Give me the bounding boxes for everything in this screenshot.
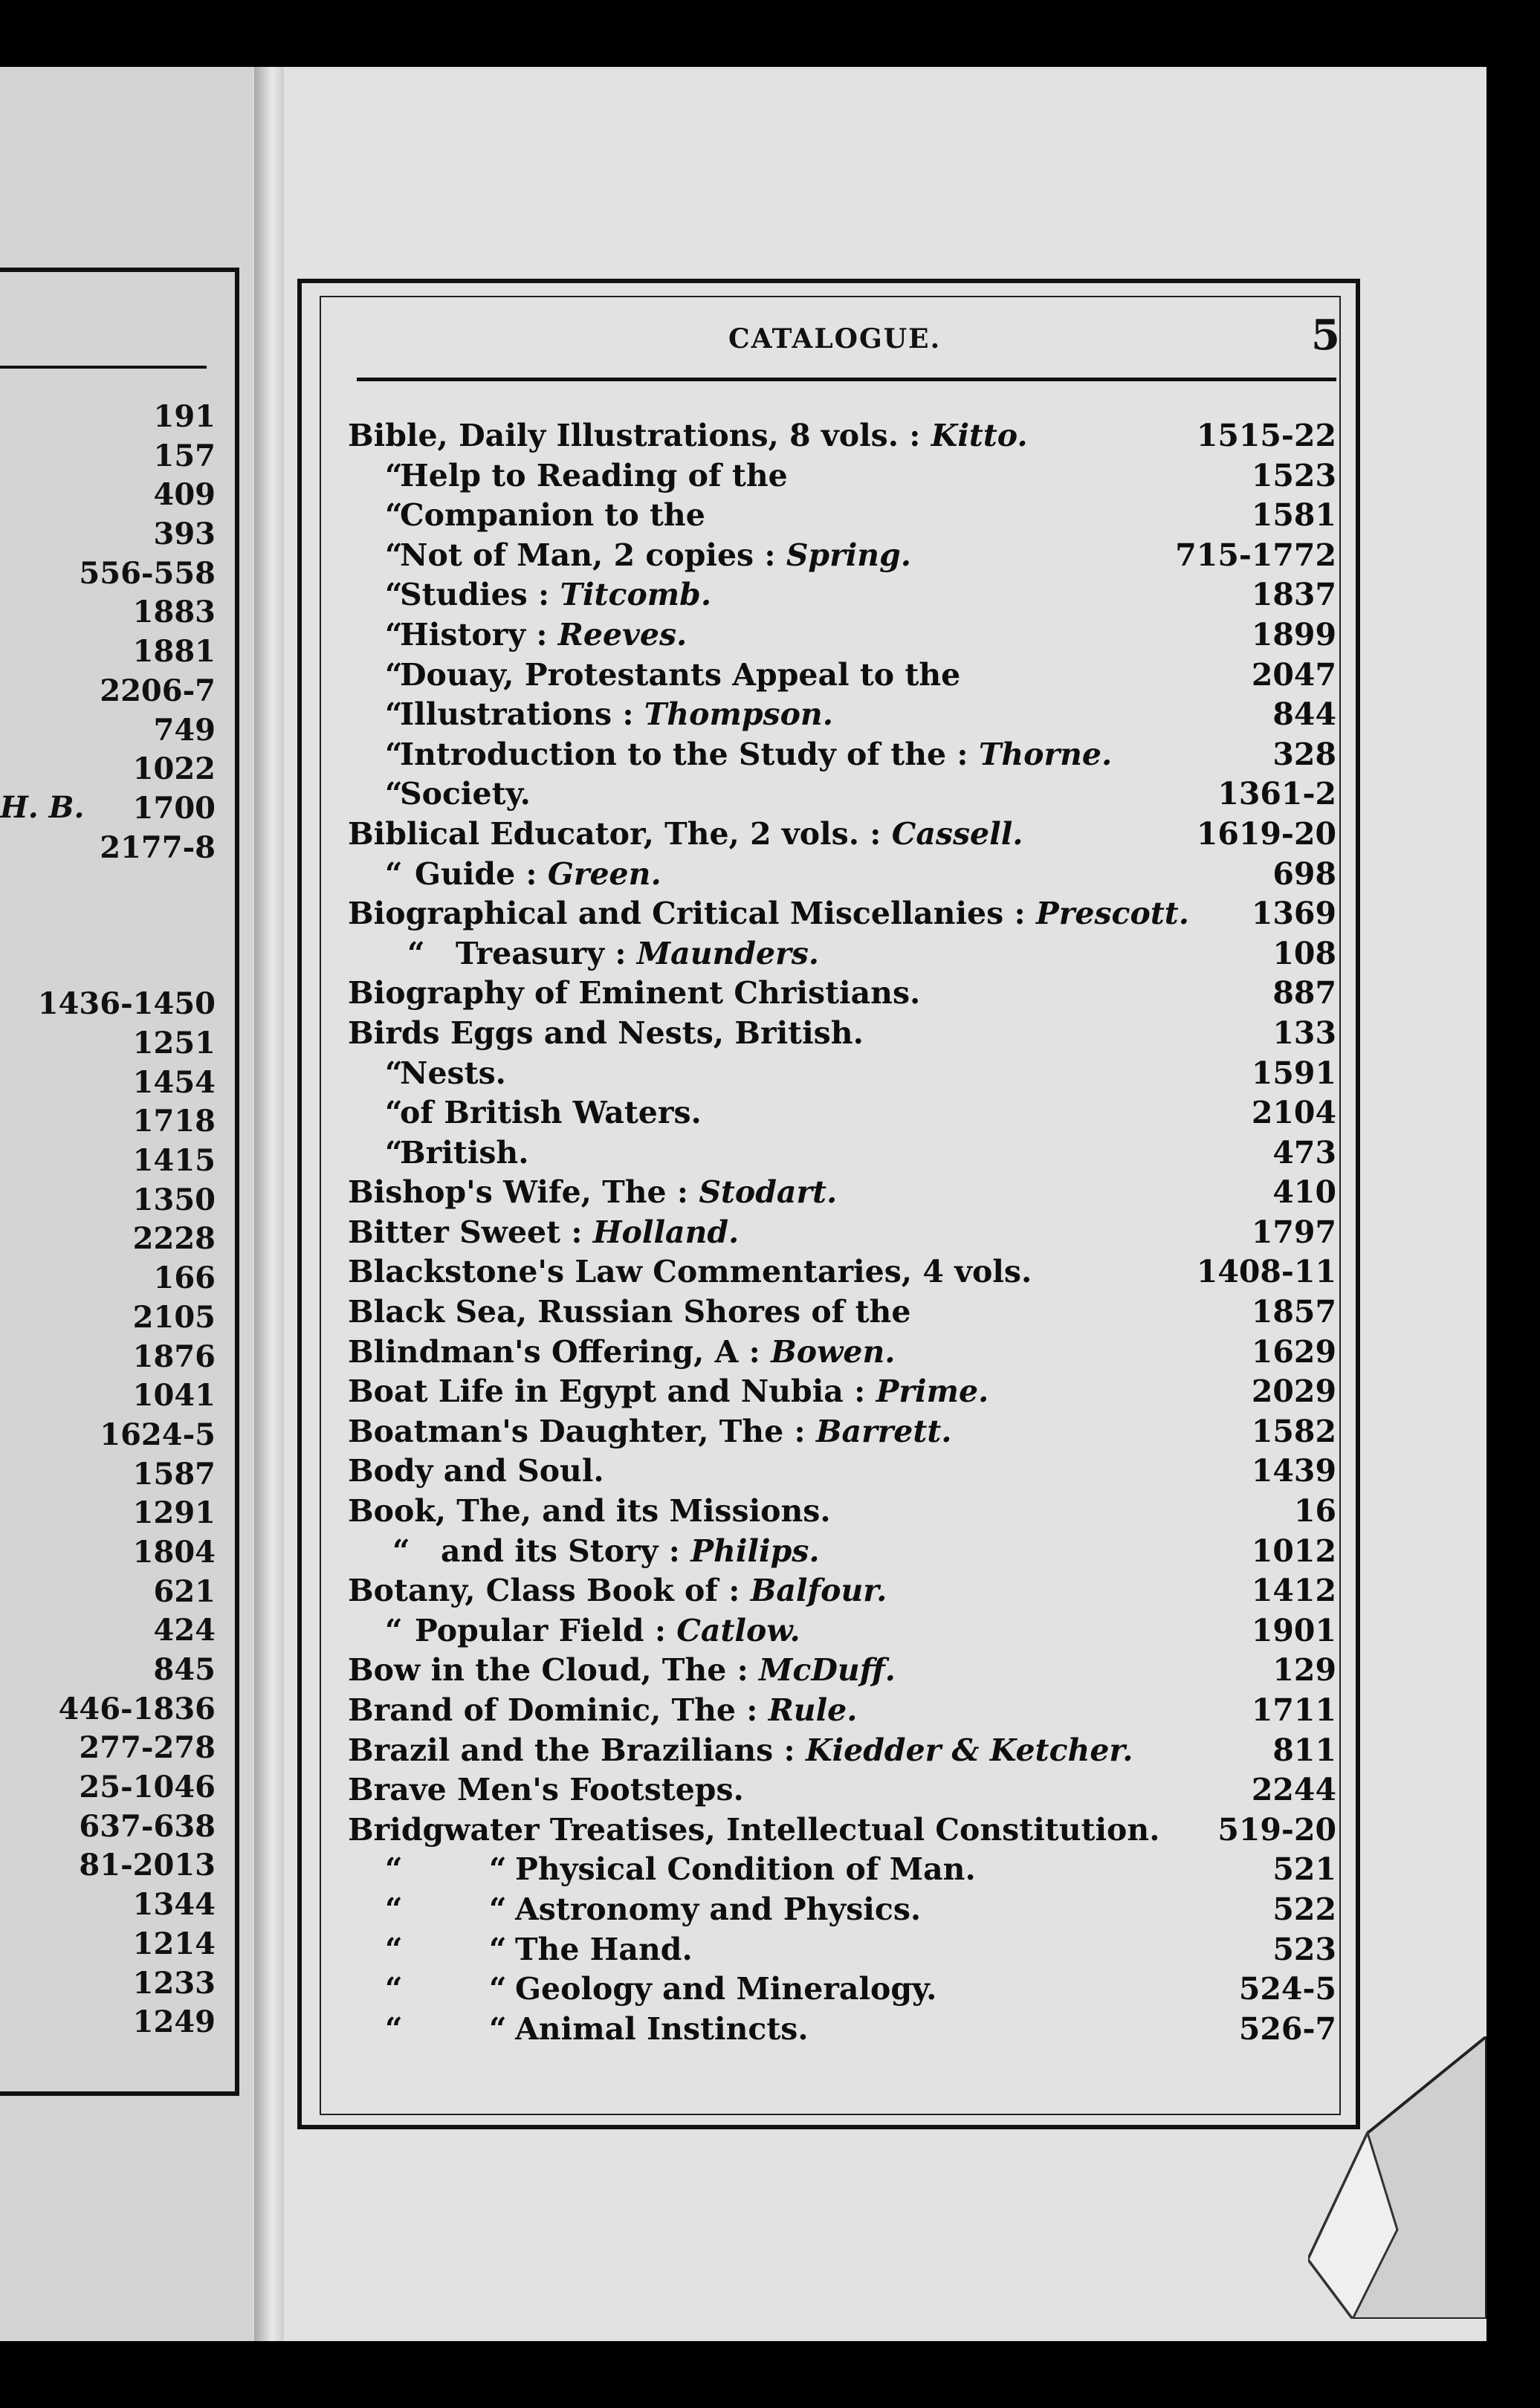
left-catalogue-number: 1233	[132, 1965, 216, 2001]
left-catalogue-number: 446-1836	[58, 1691, 216, 1726]
ditto-mark: “	[385, 855, 403, 892]
entry-author: Thorne.	[978, 736, 1113, 772]
ditto-mark: “	[489, 1891, 507, 1927]
entry-title: Studies :	[400, 577, 550, 613]
left-catalogue-number: 1883	[132, 595, 216, 630]
entry-title: Animal Instincts.	[515, 2010, 809, 2047]
ditto-mark: “	[489, 1851, 507, 1888]
entry-author: Thompson.	[644, 696, 834, 733]
entry-catalogue-number: 698	[1272, 855, 1336, 892]
left-catalogue-number: 157	[153, 438, 216, 473]
entry-title: of British Waters.	[400, 1095, 702, 1131]
header-rule	[357, 378, 1336, 381]
catalogue-entry	[348, 1532, 1336, 1572]
ditto-mark: “	[385, 1971, 403, 2007]
entry-catalogue-number: 1837	[1251, 577, 1336, 613]
entry-catalogue-number: 1412	[1251, 1573, 1336, 1609]
catalogue-entry	[348, 735, 1336, 775]
entry-title: Bitter Sweet :	[348, 1214, 583, 1250]
ditto-mark: “	[385, 1055, 403, 1091]
entry-catalogue-number: 410	[1272, 1174, 1336, 1211]
catalogue-entry	[348, 695, 1336, 735]
left-author-fragment: H. B.	[0, 790, 85, 825]
catalogue-entries	[348, 416, 1336, 2049]
entry-catalogue-number: 1629	[1251, 1333, 1336, 1370]
entry-title: Astronomy and Physics.	[515, 1891, 922, 1927]
left-page-number-column	[0, 398, 216, 2042]
ditto-mark: “	[385, 1095, 403, 1131]
entry-title: Brave Men's Footsteps.	[348, 1772, 744, 1808]
left-catalogue-number: 424	[153, 1613, 216, 1648]
catalogue-entry	[348, 1492, 1336, 1532]
entry-title: History :	[400, 616, 548, 653]
entry-catalogue-number: 1591	[1251, 1055, 1336, 1091]
book-gutter	[254, 67, 284, 2341]
entry-catalogue-number: 1408-11	[1196, 1254, 1336, 1290]
left-catalogue-number: 409	[153, 477, 216, 513]
left-catalogue-number: 556-558	[79, 555, 216, 591]
catalogue-entry	[348, 1333, 1336, 1373]
entry-author: Prescott.	[1035, 896, 1189, 932]
page-title: CATALOGUE.	[728, 323, 942, 355]
entry-catalogue-number: 129	[1272, 1652, 1336, 1689]
entry-catalogue-number: 473	[1272, 1134, 1336, 1171]
left-catalogue-number: 2206-7	[100, 673, 216, 708]
entry-catalogue-number: 844	[1272, 696, 1336, 733]
entry-title: and its Story :	[441, 1532, 680, 1569]
entry-catalogue-number: 1901	[1251, 1612, 1336, 1648]
entry-catalogue-number: 2104	[1251, 1095, 1336, 1131]
entry-author: Stodart.	[699, 1174, 838, 1211]
catalogue-entry	[348, 536, 1336, 576]
entry-catalogue-number: 2047	[1251, 656, 1336, 693]
catalogue-entry	[348, 1451, 1336, 1492]
left-catalogue-number: 1214	[132, 1926, 216, 1961]
ditto-mark: “	[385, 696, 403, 733]
left-catalogue-number: 2177-8	[100, 829, 216, 865]
entry-title: The Hand.	[515, 1931, 693, 1967]
entry-catalogue-number: 133	[1272, 1014, 1336, 1051]
entry-author: Barrett.	[815, 1413, 952, 1449]
entry-title: Boatman's Daughter, The :	[348, 1413, 806, 1449]
entry-catalogue-number: 1523	[1251, 457, 1336, 493]
catalogue-entry	[348, 1292, 1336, 1333]
left-catalogue-number: 637-638	[79, 1808, 216, 1844]
entry-catalogue-number: 328	[1272, 736, 1336, 772]
ditto-mark: “	[489, 1971, 507, 2007]
left-catalogue-number: 1587	[132, 1456, 216, 1492]
entry-title: Brand of Dominic, The :	[348, 1692, 758, 1728]
ditto-mark: “	[385, 1891, 403, 1927]
entry-catalogue-number: 1711	[1251, 1692, 1336, 1728]
entry-title: Blackstone's Law Commentaries, 4 vols.	[348, 1254, 1032, 1290]
entry-title: Illustrations :	[400, 696, 634, 733]
entry-author: Kiedder & Ketcher.	[805, 1732, 1133, 1768]
entry-catalogue-number: 524-5	[1238, 1971, 1336, 2007]
catalogue-entry	[348, 1571, 1336, 1611]
entry-title: Treasury :	[456, 935, 627, 971]
entry-catalogue-number: 1857	[1251, 1294, 1336, 1330]
ditto-mark: “	[385, 577, 403, 613]
left-catalogue-number: 1700	[132, 790, 216, 826]
ditto-mark: “	[385, 656, 403, 693]
entry-catalogue-number: 1515-22	[1196, 418, 1336, 453]
entry-title: Bridgwater Treatises, Intellectual Constitution.	[348, 1811, 1160, 1848]
catalogue-entry	[348, 855, 1336, 895]
page-number: 5	[1311, 311, 1340, 360]
ditto-mark: “	[392, 1532, 410, 1569]
ditto-mark: “	[489, 1931, 507, 1967]
entry-author: Green.	[547, 855, 661, 892]
entry-title: Geology and Mineralogy.	[515, 1971, 937, 2007]
left-catalogue-number: 393	[153, 517, 216, 552]
entry-title: Biblical Educator, The, 2 vols. :	[348, 815, 881, 852]
ditto-mark: “	[385, 537, 403, 573]
catalogue-entry	[348, 934, 1336, 974]
entry-title: Blindman's Offering, A :	[348, 1333, 760, 1370]
left-catalogue-number	[0, 867, 216, 907]
folded-corner	[1308, 2036, 1486, 2319]
ditto-mark: “	[385, 1851, 403, 1888]
left-catalogue-number	[0, 946, 216, 985]
entry-catalogue-number: 811	[1272, 1732, 1336, 1768]
left-catalogue-number: 1876	[132, 1339, 216, 1374]
entry-catalogue-number: 2029	[1251, 1373, 1336, 1410]
entry-title: Physical Condition of Man.	[515, 1851, 976, 1888]
catalogue-entry	[348, 1173, 1336, 1213]
catalogue-entry	[348, 1651, 1336, 1691]
entry-author: Balfour.	[750, 1573, 887, 1609]
left-catalogue-number: 1415	[132, 1143, 216, 1179]
entry-author: Holland.	[592, 1214, 740, 1250]
entry-author: Cassell.	[891, 815, 1023, 852]
entry-catalogue-number: 1361-2	[1217, 776, 1336, 812]
left-catalogue-number: 1454	[132, 1064, 216, 1100]
entry-title: Popular Field :	[415, 1612, 666, 1648]
left-catalogue-number: 166	[153, 1260, 216, 1296]
ditto-mark: “	[385, 736, 403, 772]
entry-catalogue-number: 523	[1272, 1931, 1336, 1967]
left-catalogue-number: 1249	[132, 2004, 216, 2040]
entry-author: McDuff.	[759, 1652, 896, 1689]
entry-catalogue-number: 526-7	[1238, 2010, 1336, 2047]
catalogue-entry	[348, 1014, 1336, 1054]
entry-author: Rule.	[768, 1692, 858, 1728]
entry-catalogue-number: 521	[1272, 1851, 1336, 1888]
entry-title: Bishop's Wife, The :	[348, 1174, 689, 1211]
catalogue-entry	[348, 1611, 1336, 1651]
entry-title: Companion to the	[400, 497, 705, 534]
entry-title: Society.	[400, 776, 531, 812]
left-catalogue-number: 277-278	[79, 1730, 216, 1766]
entry-author: Bowen.	[771, 1333, 896, 1370]
entry-title: Bible, Daily Illustrations, 8 vols. :	[348, 418, 921, 453]
left-catalogue-number: 621	[153, 1573, 216, 1609]
entry-catalogue-number: 1797	[1251, 1214, 1336, 1250]
catalogue-entry	[348, 1372, 1336, 1412]
left-catalogue-number: 1041	[132, 1378, 216, 1414]
ditto-mark: “	[489, 2010, 507, 2047]
catalogue-entry	[348, 1093, 1336, 1133]
catalogue-entry	[348, 1930, 1336, 1970]
left-catalogue-number: 81-2013	[79, 1848, 216, 1883]
left-catalogue-number: 1881	[132, 634, 216, 670]
entry-title: Botany, Class Book of :	[348, 1573, 740, 1609]
left-catalogue-number: 1436-1450	[37, 986, 216, 1022]
entry-title: Body and Soul.	[348, 1453, 604, 1489]
entry-catalogue-number: 1012	[1251, 1532, 1336, 1569]
ditto-mark: “	[385, 776, 403, 812]
left-catalogue-number: 1718	[132, 1104, 216, 1139]
entry-catalogue-number: 522	[1272, 1891, 1336, 1927]
catalogue-entry	[348, 2010, 1336, 2050]
entry-catalogue-number: 1581	[1251, 497, 1336, 534]
entry-catalogue-number: 16	[1293, 1493, 1336, 1530]
entry-title: Guide :	[415, 855, 537, 892]
left-catalogue-number: 1344	[132, 1887, 216, 1923]
entry-title: Brazil and the Brazilians :	[348, 1732, 795, 1768]
ditto-mark: “	[385, 616, 403, 653]
catalogue-entry	[348, 1213, 1336, 1253]
entry-catalogue-number: 887	[1272, 975, 1336, 1012]
entry-catalogue-number: 519-20	[1217, 1811, 1336, 1848]
catalogue-entry	[348, 815, 1336, 855]
entry-title: Biography of Eminent Christians.	[348, 975, 921, 1012]
left-catalogue-number: 25-1046	[79, 1770, 216, 1805]
catalogue-entry	[348, 974, 1336, 1014]
ditto-mark: “	[385, 1612, 403, 1648]
entry-author: Titcomb.	[560, 577, 712, 613]
left-catalogue-number: 749	[153, 712, 216, 748]
entry-author: Prime.	[876, 1373, 989, 1410]
catalogue-entry	[348, 656, 1336, 696]
ditto-mark: “	[385, 1134, 403, 1171]
entry-title: Introduction to the Study of the :	[400, 736, 968, 772]
entry-title: Black Sea, Russian Shores of the	[348, 1294, 911, 1330]
entry-author: Reeves.	[557, 616, 688, 653]
entry-author: Philips.	[690, 1532, 820, 1569]
catalogue-entry	[348, 1970, 1336, 2010]
catalogue-entry	[348, 496, 1336, 536]
catalogue-entry	[348, 456, 1336, 496]
catalogue-entry	[348, 416, 1336, 456]
entry-title: Help to Reading of the	[400, 457, 788, 493]
catalogue-entry	[348, 1133, 1336, 1174]
catalogue-entry	[348, 1770, 1336, 1810]
entry-catalogue-number: 1899	[1251, 616, 1336, 653]
entry-title: Book, The, and its Missions.	[348, 1493, 831, 1530]
left-catalogue-number: 2228	[132, 1221, 216, 1257]
entry-title: Boat Life in Egypt and Nubia :	[348, 1373, 866, 1410]
ditto-mark: “	[385, 2010, 403, 2047]
ditto-mark: “	[407, 935, 425, 971]
catalogue-entry	[348, 894, 1336, 934]
entry-author: Catlow.	[676, 1612, 800, 1648]
entry-title: British.	[400, 1134, 529, 1171]
catalogue-entry	[348, 1810, 1336, 1851]
catalogue-entry	[348, 1054, 1336, 1094]
left-catalogue-number	[0, 907, 216, 946]
catalogue-entry	[348, 1850, 1336, 1890]
catalogue-entry	[348, 1731, 1336, 1771]
left-catalogue-number: 1291	[132, 1495, 216, 1531]
ditto-mark: “	[385, 497, 403, 534]
left-catalogue-number: 1624-5	[100, 1417, 216, 1452]
entry-title: Douay, Protestants Appeal to the	[400, 656, 961, 693]
catalogue-entry	[348, 774, 1336, 815]
entry-title: Birds Eggs and Nests, British.	[348, 1014, 864, 1051]
entry-author: Kitto.	[931, 418, 1028, 453]
left-catalogue-number: 2105	[132, 1299, 216, 1335]
left-catalogue-number: 191	[153, 399, 216, 434]
entry-catalogue-number: 1582	[1251, 1413, 1336, 1449]
entry-title: Biographical and Critical Miscellanies :	[348, 896, 1026, 932]
left-catalogue-number: 845	[153, 1652, 216, 1687]
entry-title: Not of Man, 2 copies :	[400, 537, 776, 573]
ditto-mark: “	[385, 457, 403, 493]
catalogue-entry	[348, 1691, 1336, 1731]
left-catalogue-number: 1350	[132, 1182, 216, 1217]
entry-catalogue-number: 1619-20	[1196, 815, 1336, 852]
entry-title: Nests.	[400, 1055, 506, 1091]
catalogue-entry	[348, 1412, 1336, 1452]
entry-catalogue-number: 108	[1272, 935, 1336, 971]
entry-catalogue-number: 1439	[1251, 1453, 1336, 1489]
entry-catalogue-number: 2244	[1251, 1772, 1336, 1808]
left-page-rule	[0, 366, 207, 369]
entry-catalogue-number: 1369	[1251, 896, 1336, 932]
left-catalogue-number: 1804	[132, 1534, 216, 1570]
catalogue-entry	[348, 575, 1336, 615]
left-catalogue-number: 1251	[132, 1026, 216, 1061]
ditto-mark: “	[385, 1931, 403, 1967]
entry-author: Maunders.	[636, 935, 820, 971]
entry-author: Spring.	[786, 537, 912, 573]
left-catalogue-number: 1022	[132, 751, 216, 787]
catalogue-entry	[348, 1890, 1336, 1930]
catalogue-entry	[348, 1252, 1336, 1292]
entry-catalogue-number: 715-1772	[1175, 537, 1336, 573]
entry-title: Bow in the Cloud, The :	[348, 1652, 748, 1689]
catalogue-entry	[348, 615, 1336, 656]
